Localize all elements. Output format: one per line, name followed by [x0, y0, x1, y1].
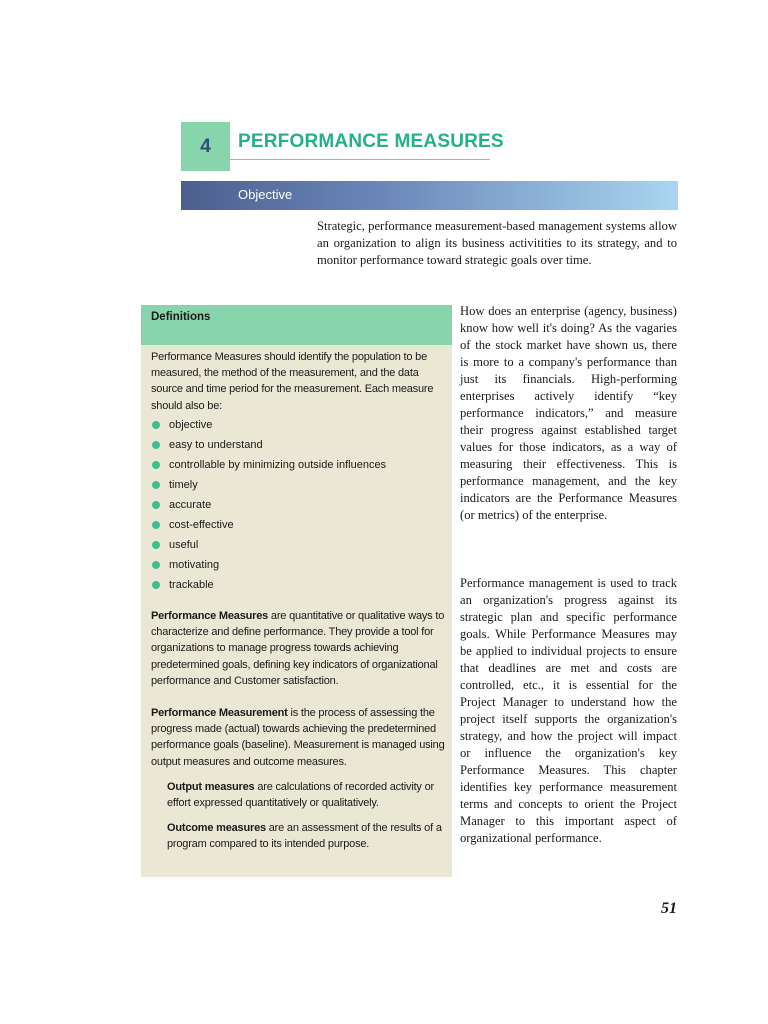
body-paragraph: How does an enterprise (agency, business) know how well it's doing? As the vagaries of the stock market have shown us, there is more to a company's performance than just its financials. High-performing enterprises actively identify “key performance indicators,” and measure their progress against established target values for those indicators, as a way of measuring their effectiveness. This is performance management, and the key indicators are the Performance Measures (or metrics) of the enterprise.	[460, 304, 677, 522]
body-paragraph: Performance management is used to track an organization's progress against its strategic plan and specific performance goals. While Performance Measures may be applied to individual projects to ensure that deadlines are met and costs are controlled, etc., it is essential for the Project Manager to understand how the project itself supports the organization's strategy, and how the project will impact or influence the organization's key Performance Measures. This chapter identifies key performance measurement terms and concepts to orient the Project Manager to this important aspect of organizational performance.	[460, 576, 677, 845]
bullet-dot-icon	[152, 461, 160, 469]
list-item: easy to understand	[151, 435, 386, 455]
definition-term: Outcome measures	[167, 822, 266, 834]
definitions-header	[141, 305, 452, 345]
definition-term: Performance Measurement	[151, 707, 288, 719]
definition-term: Output measures	[167, 781, 255, 793]
definition-text: are calculations of recorded activity or effort expressed quantitatively or qualitatively.	[167, 781, 434, 810]
bullet-dot-icon	[152, 441, 160, 449]
bullet-dot-icon	[152, 521, 160, 529]
objective-text: Strategic, performance measurement-based management systems allow an organization to align its business activitities to its strategy, and to monitor performance toward strategic goals over time.	[317, 219, 677, 267]
bullet-dot-icon	[152, 581, 160, 589]
bullet-dot-icon	[152, 541, 160, 549]
definition-text: are quantitative or qualitative ways to characterize and define performance. They provide a tool for organizations to manage progress towards achieving predetermined goals, defining key indicators of organizational performance and Customer satisfaction.	[151, 610, 445, 687]
chapter-number-box	[181, 122, 230, 171]
objective-label: Objective	[238, 187, 293, 202]
list-item: timely	[151, 475, 386, 495]
definition-text: are an assessment of the results of a program compared to its intended purpose.	[167, 822, 442, 851]
chapter-number: 4	[200, 135, 211, 157]
definition-performance-measures	[151, 608, 447, 689]
definition-output-measures	[167, 779, 449, 811]
definition-text: is the process of assessing the progress made (actual) towards achieving the predetermined performance goals (baseline). Measurement is managed using output measures and outcome measures.	[151, 707, 445, 768]
list-item: useful	[151, 535, 386, 555]
list-item: accurate	[151, 495, 386, 515]
objective-banner	[181, 181, 678, 210]
bullet-dot-icon	[152, 501, 160, 509]
list-item: objective	[151, 415, 386, 435]
measure-criteria-list	[151, 415, 386, 595]
page-number: 51	[661, 900, 677, 917]
definitions-intro: Performance Measures should identify the population to be measured, the method of the measurement, and the data source and time period for the measurement. Each measure should also be:	[151, 351, 434, 412]
definitions-heading: Definitions	[151, 311, 211, 323]
bullet-dot-icon	[152, 561, 160, 569]
definition-performance-measurement	[151, 705, 447, 770]
chapter-title: PERFORMANCE MEASURES	[238, 131, 504, 152]
list-item: trackable	[151, 575, 386, 595]
definition-outcome-measures	[167, 820, 449, 852]
list-item: cost-effective	[151, 515, 386, 535]
definition-term: Performance Measures	[151, 610, 269, 622]
bullet-dot-icon	[152, 481, 160, 489]
list-item: motivating	[151, 555, 386, 575]
bullet-dot-icon	[152, 421, 160, 429]
definitions-sidebar	[141, 305, 452, 877]
list-item: controllable by minimizing outside influences	[151, 455, 386, 475]
title-underline	[230, 159, 490, 160]
